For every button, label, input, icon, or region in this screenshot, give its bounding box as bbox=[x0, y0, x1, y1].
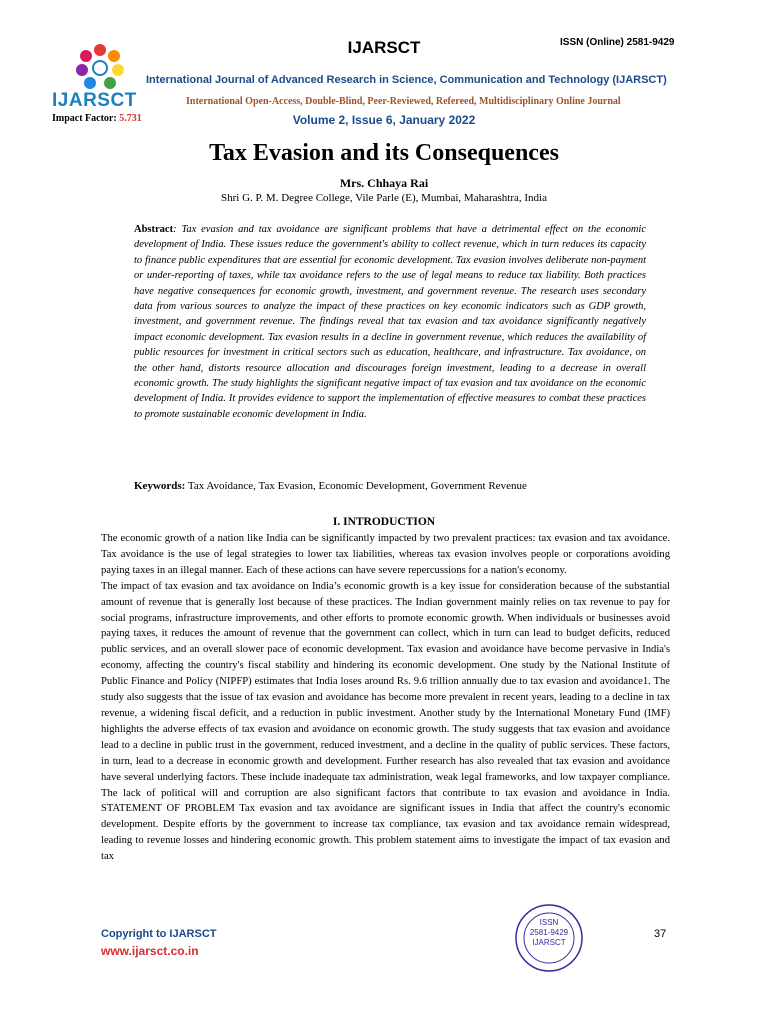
footer-website-link[interactable]: www.ijarsct.co.in bbox=[101, 944, 199, 958]
impact-factor-value: 5.731 bbox=[119, 113, 142, 124]
journal-full-title: International Journal of Advanced Research in Science, Communication and Technology (IJARSCT) bbox=[146, 74, 667, 86]
seal-text bbox=[514, 918, 584, 948]
intro-paragraph-2: The impact of tax evasion and tax avoidance on India’s economic growth is a key issue for consideration because of the substantial amount of revenue that is generally lost because of these practices. The Indian government mainly relies on tax revenue to pay for social programs, infrastructure improvements, and other efforts to promote economic growth. When individuals or businesses avoid paying taxes, it reduces the amount of revenue that the government can collect, which in turn can lead to budget deficits, reduced public services, and an overall slower pace of economic development. Tax evasion and avoidance have become pervasive in India's economy, affecting the country's fiscal stability and hindering its economic development. One study by the National Institute of Public Finance and Policy (NIPFP) estimates that India loses around Rs. 9.6 trillion annually due to tax evasion and avoidance1. The study also suggests that the issue of tax evasion and avoidance has become more prevalent in recent years, leading to a decline in tax revenue, a widening fiscal deficit, and a reduction in public investment. Another study by the International Monetary Fund (IMF) highlights the adverse effects of tax evasion and avoidance on economic growth. The study suggests that tax evasion and avoidance lead to a decline in public trust in the government, reduced investment, and a decline in the quality of public services. These factors, in turn, lead to a decrease in economic growth and development. Further research has also revealed that tax evasion and avoidance have several underlying factors. These include inadequate tax administration, weak legal frameworks, and low taxpayer compliance. The lack of political will and corruption are also significant factors that contribute to tax evasion and avoidance in India. STATEMENT OF PROBLEM Tax evasion and tax avoidance are significant issues in India that affect the country's economic development. Despite efforts by the government to increase tax compliance, tax evasion and tax avoidance remain widespread, leading to revenue losses and hindering economic growth. This problem statement aims to investigate the impact of tax evasion and tax bbox=[101, 580, 670, 863]
seal-line-1: ISSN bbox=[539, 918, 559, 927]
keywords-label: Keywords: bbox=[134, 480, 186, 492]
journal-description: International Open-Access, Double-Blind, Peer-Reviewed, Refereed, Multidisciplinary Online Journal bbox=[186, 96, 621, 107]
impact-factor-label: Impact Factor: bbox=[52, 113, 120, 124]
abstract-text: : Tax evasion and tax avoidance are significant problems that have a detrimental effect on the economic development of India. These issues reduce the government's ability to collect revenue, which in turn reduces its capacity to finance public expenditures that are essential for economic development. Tax evasion involves deliberate non-payment or under-reporting of taxes, while tax avoidance refers to the use of legal means to reduce tax liability. Both practices have negative consequences for economic growth, investment, and government revenue. The research uses secondary data from various sources to analyze the impact of these practices on key economic indicators such as GDP growth, investment, and government revenue. The findings reveal that tax evasion and tax avoidance significantly negatively impact economic development. Tax evasion results in a decline in government revenue, which reduces the availability of public resources for investment in critical sectors such as education, healthcare, and infrastructure. Tax avoidance, on the other hand, distorts resource allocation and discourages foreign investment, leading to a decrease in overall economic growth. The study highlights the significant negative impact of tax evasion and tax avoidance on the economic development of India. It provides evidence to support the implementation of effective measures to combat these practices to promote sustainable economic development in India. bbox=[134, 224, 646, 420]
seal-line-3: IJARSCT bbox=[532, 938, 566, 947]
abstract bbox=[134, 222, 646, 422]
footer-copyright: Copyright to IJARSCT bbox=[101, 928, 217, 940]
keywords-text: Tax Avoidance, Tax Evasion, Economic Development, Government Revenue bbox=[185, 480, 527, 492]
body-text bbox=[101, 531, 670, 865]
intro-paragraph-1: The economic growth of a nation like India can be significantly impacted by two prevalent practices: tax evasion and tax avoidance. Tax avoidance is the use of legal strategies to lower tax liabilities, whereas tax evasion involves people or corporations avoiding paying taxes in an illegal manner. Each of these actions can have severe repercussions for a nation's economy. bbox=[101, 533, 670, 576]
paper-author: Mrs. Chhaya Rai bbox=[339, 176, 429, 190]
issn-label: ISSN (Online) 2581-9429 bbox=[560, 37, 675, 48]
seal-line-2: 2581-9429 bbox=[529, 928, 569, 937]
abstract-label: Abstract bbox=[134, 224, 174, 235]
volume-issue: Volume 2, Issue 6, January 2022 bbox=[292, 113, 476, 127]
author-affiliation: Shri G. P. M. Degree College, Vile Parle (E), Mumbai, Maharashtra, India bbox=[220, 192, 547, 204]
logo-wordmark: IJARSCT bbox=[52, 90, 137, 111]
section-heading-introduction: I. INTRODUCTION bbox=[332, 516, 436, 528]
journal-short-title: IJARSCT bbox=[347, 38, 421, 57]
paper-title: Tax Evasion and its Consequences bbox=[209, 140, 559, 166]
keywords bbox=[134, 480, 654, 492]
page-number: 37 bbox=[654, 928, 667, 940]
